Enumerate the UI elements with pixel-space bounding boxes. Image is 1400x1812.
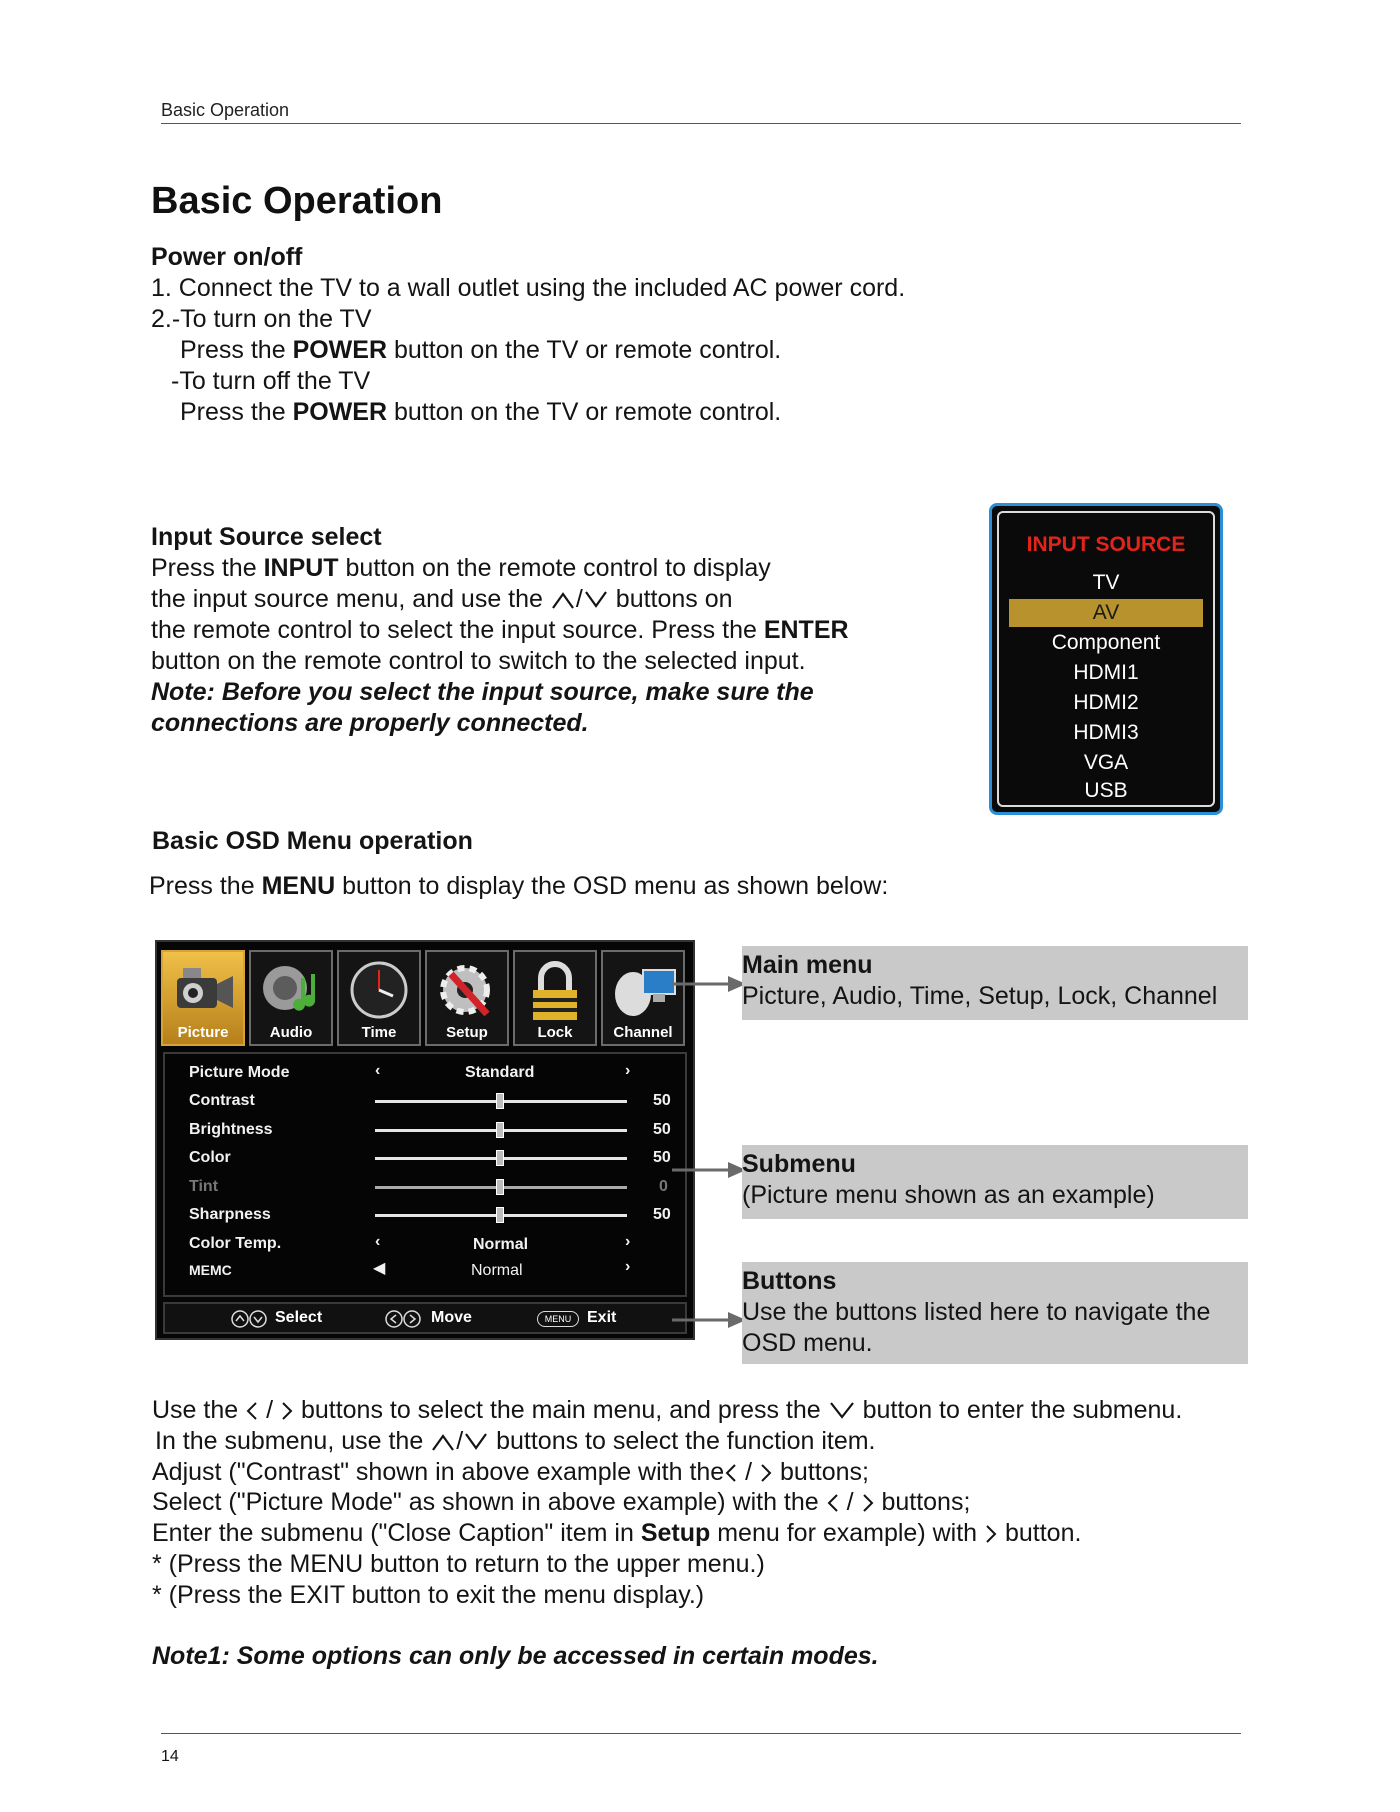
text: the remote control to select the input source. Press the xyxy=(151,616,757,644)
text: Press the xyxy=(151,554,257,582)
picture-submenu xyxy=(163,1052,687,1297)
osd-intro xyxy=(149,871,888,902)
arrow-left-icon[interactable]: ‹ xyxy=(375,1233,381,1250)
move-label: Move xyxy=(431,1309,472,1326)
source-item-tv[interactable]: TV xyxy=(1092,571,1120,594)
color-label: Color xyxy=(189,1149,231,1166)
text: buttons to select the main menu, and press the xyxy=(300,1396,821,1424)
chevron-right-icon xyxy=(861,1492,875,1514)
input-line-4: button on the remote control to switch to the selected input. xyxy=(151,647,806,675)
callout-title: Main menu xyxy=(742,951,873,979)
power-heading: Power on/off xyxy=(151,243,303,271)
press-text: Press the xyxy=(180,336,286,364)
page-number: 14 xyxy=(161,1748,179,1765)
slider-knob[interactable] xyxy=(496,1150,504,1166)
note-1: Note1: Some options can only be accessed in certain modes. xyxy=(152,1642,879,1670)
color-value: 50 xyxy=(653,1149,671,1166)
callout-text: Use the buttons listed here to navigate the xyxy=(742,1298,1211,1326)
osd-button-bar xyxy=(163,1302,687,1334)
chevron-down-icon xyxy=(828,1401,856,1421)
tab-label: Audio xyxy=(269,1024,313,1041)
text: buttons; xyxy=(780,1458,869,1486)
slider-knob[interactable] xyxy=(496,1093,504,1109)
header-rule xyxy=(161,123,1241,124)
source-item-vga[interactable]: VGA xyxy=(1083,751,1129,774)
chevron-down-icon xyxy=(583,590,609,610)
color-temp-value: Normal xyxy=(473,1236,529,1253)
text: buttons; xyxy=(881,1488,971,1516)
input-line-3 xyxy=(151,615,849,646)
footer-rule xyxy=(161,1733,1241,1734)
power-step-1: 1. Connect the TV to a wall outlet using the included AC power cord. xyxy=(151,274,906,302)
text: button to display the OSD menu as shown below: xyxy=(342,872,889,900)
picture-mode-value: Standard xyxy=(465,1064,535,1081)
input-keyword: INPUT xyxy=(263,554,339,582)
left-right-buttons-icon xyxy=(385,1310,421,1330)
memc-label: MEMC xyxy=(189,1262,232,1278)
power-keyword: POWER xyxy=(292,398,388,426)
text: the input source menu, and use the xyxy=(151,585,543,613)
running-header: Basic Operation xyxy=(161,100,290,120)
chevron-right-icon xyxy=(280,1400,294,1422)
tint-value: 0 xyxy=(659,1178,668,1195)
main-menu-callout xyxy=(742,946,1248,1020)
source-item-av[interactable]: AV xyxy=(1009,599,1203,627)
tint-slider[interactable] xyxy=(375,1186,627,1189)
callout-title: Buttons xyxy=(742,1267,837,1295)
callout-arrows xyxy=(670,970,750,1330)
chevron-left-icon xyxy=(724,1462,738,1484)
callout-text: OSD menu. xyxy=(742,1329,873,1357)
tab-label: Time xyxy=(361,1024,397,1041)
up-down-buttons-icon xyxy=(231,1310,267,1330)
text: button on the remote control to display xyxy=(345,554,771,582)
tint-label: Tint xyxy=(189,1178,219,1195)
power-step-2: 2.-To turn on the TV xyxy=(151,305,372,333)
slash: / xyxy=(456,1427,464,1455)
press-text: Press the xyxy=(180,398,286,426)
source-item-hdmi2[interactable]: HDMI2 xyxy=(1073,691,1139,714)
source-item-component[interactable]: Component xyxy=(1051,631,1161,654)
clock-icon xyxy=(339,956,419,1026)
input-source-title: INPUT SOURCE xyxy=(1026,533,1186,556)
memc-value: Normal xyxy=(471,1262,523,1279)
slash: / xyxy=(575,585,583,613)
chevron-right-icon xyxy=(759,1462,773,1484)
slider-knob[interactable] xyxy=(496,1207,504,1223)
tab-lock[interactable] xyxy=(513,950,597,1046)
submenu-callout xyxy=(742,1145,1248,1219)
gear-icon xyxy=(427,956,507,1026)
contrast-value: 50 xyxy=(653,1092,671,1109)
source-item-usb[interactable]: USB xyxy=(1084,779,1128,802)
instruction-line-7: * (Press the EXIT button to exit the menu display.) xyxy=(152,1581,705,1609)
contrast-label: Contrast xyxy=(189,1092,255,1109)
tab-label: Picture xyxy=(177,1024,229,1041)
chevron-up-icon xyxy=(430,1432,456,1452)
speaker-icon xyxy=(251,956,331,1026)
page-title: Basic Operation xyxy=(151,180,443,222)
input-note-1: Note: Before you select the input source, make sure the xyxy=(151,678,814,706)
tab-label: Lock xyxy=(537,1024,573,1041)
brightness-slider[interactable] xyxy=(375,1129,627,1132)
arrow-left-icon[interactable]: ‹ xyxy=(375,1062,381,1079)
arrow-right-icon[interactable]: › xyxy=(625,1258,631,1275)
menu-button-icon: MENU xyxy=(537,1311,579,1327)
tab-label: Setup xyxy=(446,1024,488,1041)
input-source-menu xyxy=(989,503,1223,815)
camcorder-icon xyxy=(163,956,243,1026)
chevron-left-icon xyxy=(826,1492,840,1514)
arrow-left-icon[interactable]: ◀ xyxy=(373,1260,386,1277)
callout-text: Picture, Audio, Time, Setup, Lock, Channel xyxy=(742,982,1218,1010)
tab-time[interactable] xyxy=(337,950,421,1046)
text: button. xyxy=(1004,1519,1082,1547)
source-item-hdmi3[interactable]: HDMI3 xyxy=(1073,721,1139,744)
sharpness-label: Sharpness xyxy=(189,1206,271,1223)
input-source-frame xyxy=(997,511,1215,807)
contrast-slider[interactable] xyxy=(375,1100,627,1103)
exit-label: Exit xyxy=(587,1309,617,1326)
power-on-instruction xyxy=(180,335,781,366)
osd-heading: Basic OSD Menu operation xyxy=(152,827,473,855)
sharpness-slider[interactable] xyxy=(375,1214,627,1217)
instruction-line-1 xyxy=(152,1395,1182,1426)
text: In the submenu, use the xyxy=(155,1427,424,1455)
input-note-2: connections are properly connected. xyxy=(151,709,589,737)
input-heading: Input Source select xyxy=(151,523,382,551)
arrow-right-icon[interactable]: › xyxy=(625,1062,631,1079)
power-off-instruction xyxy=(180,397,781,428)
enter-keyword: ENTER xyxy=(763,616,849,644)
chevron-up-icon xyxy=(550,590,576,610)
chevron-right-icon xyxy=(984,1523,998,1545)
slash: / xyxy=(846,1488,854,1516)
power-keyword: POWER xyxy=(292,336,388,364)
picture-mode-label: Picture Mode xyxy=(189,1064,290,1081)
instruction-line-6: * (Press the MENU button to return to the upper menu.) xyxy=(152,1550,765,1578)
sharpness-value: 50 xyxy=(653,1206,671,1223)
brightness-value: 50 xyxy=(653,1121,671,1138)
arrow-right-icon[interactable]: › xyxy=(625,1233,631,1250)
slash: / xyxy=(266,1396,274,1424)
instruction-line-4 xyxy=(152,1487,970,1518)
color-slider[interactable] xyxy=(375,1157,627,1160)
text: menu for example) with xyxy=(717,1519,978,1547)
chevron-down-icon xyxy=(463,1432,489,1452)
callout-text: (Picture menu shown as an example) xyxy=(742,1181,1155,1209)
text: Use the xyxy=(152,1396,239,1424)
input-line-1 xyxy=(151,553,771,584)
text: Select ("Picture Mode" as shown in above example) with the xyxy=(152,1488,819,1516)
rest-text: button on the TV or remote control. xyxy=(393,336,782,364)
color-temp-label: Color Temp. xyxy=(189,1235,282,1252)
tab-picture[interactable] xyxy=(161,950,245,1046)
source-item-hdmi1[interactable]: HDMI1 xyxy=(1073,661,1139,684)
text: Adjust ("Contrast" shown in above example with the xyxy=(152,1458,725,1486)
slider-knob[interactable] xyxy=(496,1122,504,1138)
setup-keyword: Setup xyxy=(640,1519,711,1547)
padlock-icon xyxy=(515,956,595,1026)
chevron-left-icon xyxy=(245,1400,259,1422)
text: Enter the submenu ("Close Caption" item in xyxy=(152,1519,634,1547)
slider-knob[interactable] xyxy=(496,1179,504,1195)
text: button to enter the submenu. xyxy=(862,1396,1183,1424)
text: buttons to select the function item. xyxy=(496,1427,876,1455)
menu-keyword: MENU xyxy=(261,872,336,900)
slash: / xyxy=(745,1458,753,1486)
select-label: Select xyxy=(275,1309,323,1326)
input-line-2 xyxy=(151,584,733,615)
buttons-callout xyxy=(742,1262,1248,1364)
rest-text: button on the TV or remote control. xyxy=(393,398,782,426)
instruction-line-5 xyxy=(152,1518,1081,1549)
text: buttons on xyxy=(615,585,733,613)
osd-menu-screenshot xyxy=(155,940,695,1340)
power-off-label: -To turn off the TV xyxy=(171,367,371,395)
callout-title: Submenu xyxy=(742,1150,856,1178)
tab-label: Channel xyxy=(613,1024,673,1041)
instruction-line-2 xyxy=(155,1426,876,1457)
tab-audio[interactable] xyxy=(249,950,333,1046)
instruction-line-3 xyxy=(152,1457,869,1488)
text: Press the xyxy=(149,872,255,900)
brightness-label: Brightness xyxy=(189,1121,273,1138)
tab-setup[interactable] xyxy=(425,950,509,1046)
